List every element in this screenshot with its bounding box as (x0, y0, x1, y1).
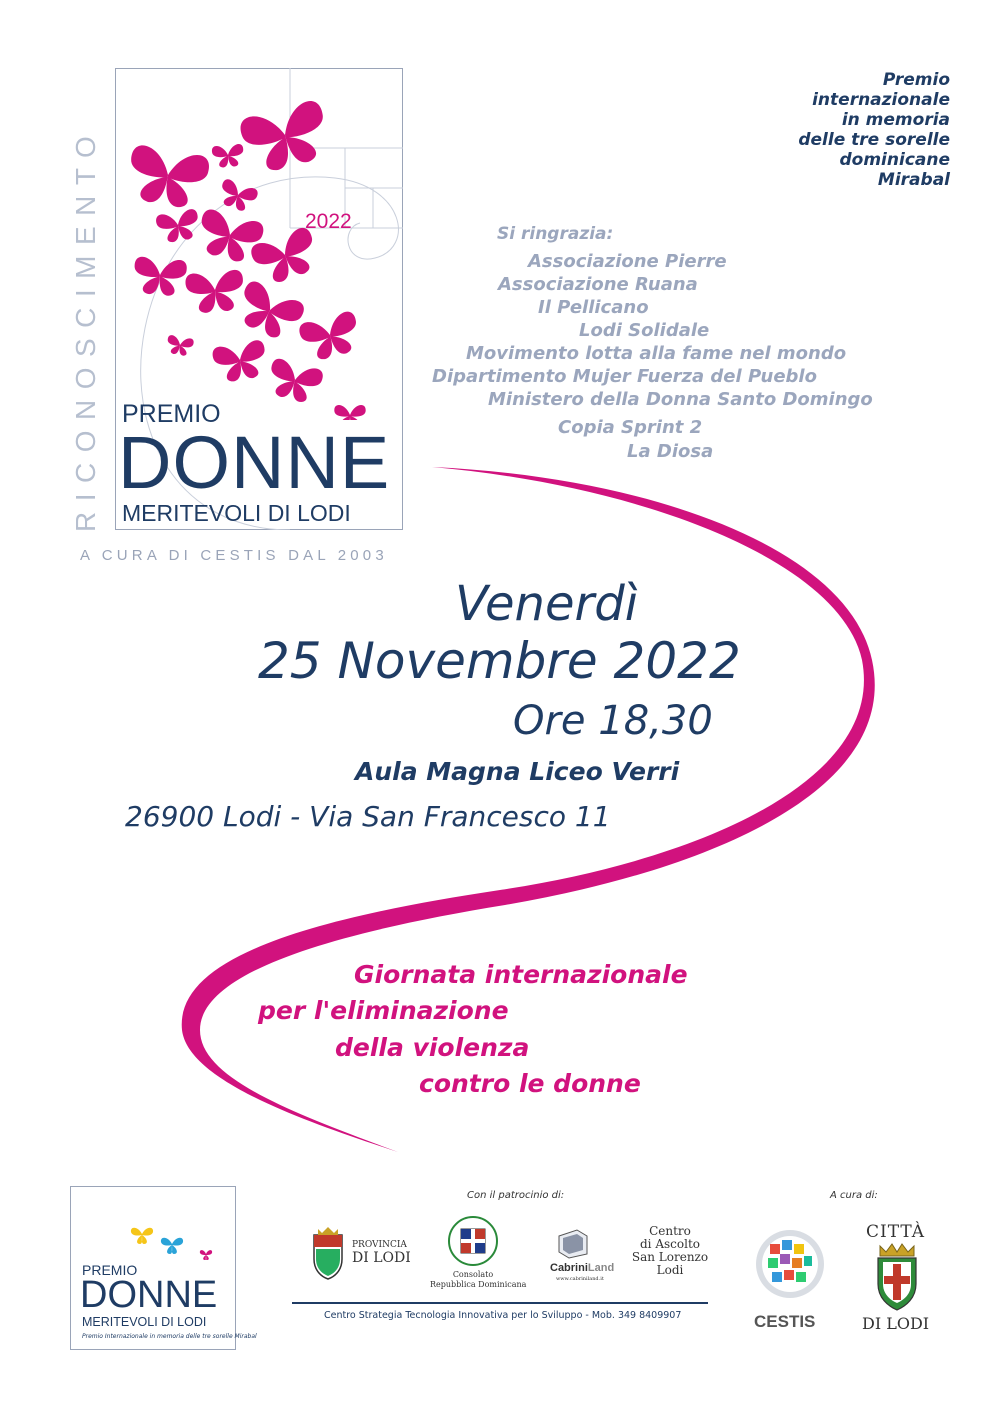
small-logo-donne: DONNE (80, 1274, 218, 1316)
thanks-item: Associazione Ruana (498, 274, 698, 295)
cestis-footer-text: Centro Strategia Tecnologia Innovativa per lo Sviluppo - Mob. 349 8409907 (324, 1310, 682, 1321)
thanks-item: Copia Sprint 2 (558, 417, 703, 438)
thanks-item: La Diosa (627, 441, 714, 462)
centro-line: Centro (649, 1224, 691, 1238)
provincia-shield-icon (308, 1225, 348, 1281)
centro-line: di Ascolto (640, 1237, 700, 1251)
centro-line: San Lorenzo (631, 1250, 709, 1264)
giornata-line: della violenza (335, 1033, 530, 1062)
thanks-item: Il Pellicano (538, 297, 649, 318)
small-logo-premio: PREMIO (82, 1262, 138, 1278)
small-butterflies-icon (120, 1222, 220, 1262)
provincia-line1: PROVINCIA (352, 1240, 407, 1250)
logo-premio-text: PREMIO (122, 400, 221, 428)
giornata-line: contro le donne (419, 1069, 641, 1098)
centro-ascolto-text (628, 1225, 712, 1277)
thanks-item: Lodi Solidale (579, 320, 710, 341)
event-date: 25 Novembre 2022 (258, 632, 741, 690)
cabriniland-icon (555, 1228, 591, 1260)
thanks-item: Movimento lotta alla fame nel mondo (466, 343, 847, 364)
giornata-line: per l'eliminazione (258, 996, 509, 1025)
footer-divider (292, 1302, 708, 1304)
dominican-coat-of-arms-icon (447, 1215, 499, 1267)
consolato-line1: Consolato (452, 1270, 494, 1279)
logo-donne-text: DONNE (118, 421, 391, 504)
cabriniland-url: www.cabriniland.it (556, 1276, 604, 1282)
premio-internazionale-block (798, 70, 950, 190)
citta-di-lodi-crest-icon (872, 1242, 922, 1312)
centro-line: Lodi (656, 1263, 684, 1277)
giornata-line: Giornata internazionale (354, 960, 688, 989)
header-line: delle tre sorelle (798, 130, 950, 150)
logo-meritevoli-text: MERITEVOLI DI LODI (122, 500, 351, 526)
thanks-item: Dipartimento Mujer Fuerza del Pueblo (432, 366, 817, 387)
cestis-label: CESTIS (754, 1312, 816, 1331)
logo-cura-text: A CURA DI CESTIS DAL 2003 (80, 547, 388, 564)
small-logo-tagline: Premio Internazionale in memoria delle tre sorelle Mirabal (82, 1333, 257, 1340)
patrocinio-label: Con il patrocinio di: (467, 1190, 565, 1201)
butterflies-graphic (120, 90, 390, 420)
header-line: Premio (882, 70, 950, 90)
header-line: internazionale (812, 90, 950, 110)
logo-vertical-text: RICONOSCIMENTO (70, 125, 101, 532)
cestis-logo-icon (752, 1220, 828, 1306)
event-address: 26900 Lodi - Via San Francesco 11 (125, 800, 611, 833)
consolato-line2: Repubblica Dominicana (430, 1280, 527, 1289)
cabriniland-name-b: Land (587, 1262, 615, 1274)
citta-line2: DI LODI (862, 1314, 930, 1333)
event-time: Ore 18,30 (513, 698, 713, 744)
thanks-item: Ministero della Donna Santo Domingo (488, 389, 873, 410)
provincia-line2: DI LODI (352, 1250, 411, 1266)
header-line: dominicane (839, 150, 950, 170)
citta-line1: CITTÀ (866, 1222, 926, 1242)
thanks-title: Si ringrazia: (497, 224, 614, 244)
logo-year: 2022 (305, 210, 352, 233)
event-venue: Aula Magna Liceo Verri (355, 757, 680, 786)
cabriniland-logo-text (550, 1262, 614, 1274)
header-line: in memoria (841, 110, 950, 130)
thanks-item: Associazione Pierre (528, 251, 727, 272)
event-day: Venerdì (455, 576, 639, 632)
header-line: Mirabal (877, 170, 950, 190)
small-logo-meritevoli: MERITEVOLI DI LODI (82, 1315, 207, 1329)
acura-label: A cura di: (830, 1190, 878, 1201)
cabriniland-name-a: Cabrini (550, 1262, 588, 1274)
